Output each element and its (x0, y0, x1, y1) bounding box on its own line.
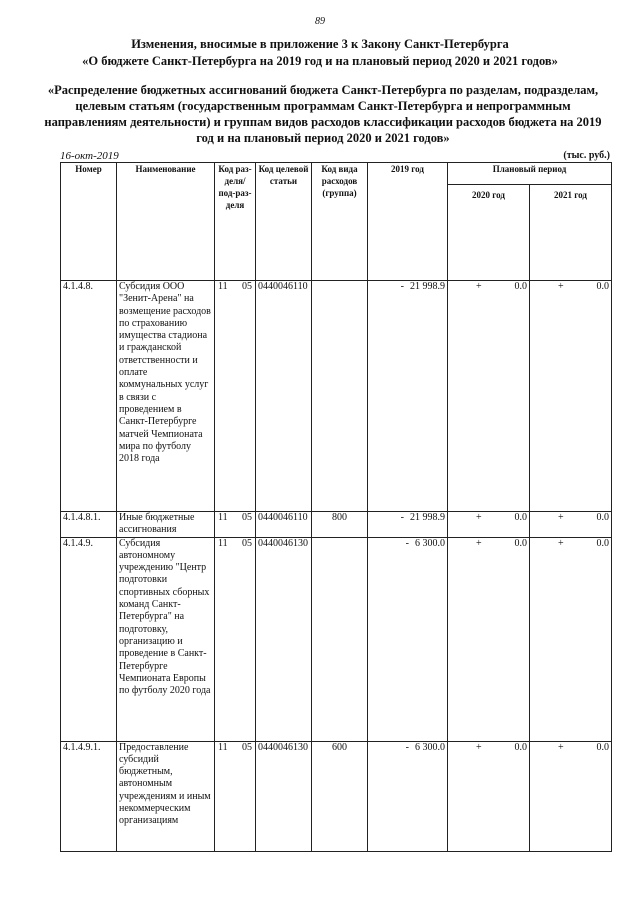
row-subsection: 05 (242, 741, 252, 753)
row-group: 600 (312, 741, 368, 851)
units-label: (тыс. руб.) (563, 150, 610, 161)
row-2020-value: 0.0 (514, 741, 527, 753)
row-2019-sign: - (405, 537, 409, 549)
table-row (61, 537, 612, 741)
document-title (40, 36, 600, 70)
title-line-2: «О бюджете Санкт-Петербурга на 2019 год и на плановый период 2020 и 2021 годов» (82, 54, 558, 68)
row-2021-sign: + (558, 512, 564, 523)
column-header-2020: 2020 год (448, 185, 530, 281)
column-header-2021: 2021 год (530, 185, 612, 281)
row-number: 4.1.4.9. (61, 537, 117, 741)
row-name: Иные бюджетные ассигнования (117, 512, 215, 538)
row-subsection: 05 (242, 512, 252, 523)
row-2020-sign: + (476, 281, 482, 292)
row-2021-value: 0.0 (596, 741, 609, 753)
row-group: 800 (312, 512, 368, 538)
row-target: 0440046130 (256, 741, 312, 851)
row-section: 11 (218, 281, 228, 292)
row-name: Субсидия автономному учреждению "Центр подготовки спортивных сборных команд Санкт-Петербурга" на подготовку, организацию и проведение в Санкт-Петербурге Чемпионата Европы по футболу 2020 года (117, 537, 215, 741)
document-date: 16-окт-2019 (60, 150, 119, 162)
row-subsection: 05 (242, 281, 252, 292)
table-row (61, 512, 612, 538)
column-header-group: Код вида расходов (группа) (312, 163, 368, 281)
row-2019-sign: - (405, 741, 409, 753)
column-header-section: Код раз-деля/ под-раз-деля (215, 163, 256, 281)
budget-table (60, 162, 612, 852)
title-line-1: Изменения, вносимые в приложение 3 к Закону Санкт-Петербурга (131, 37, 509, 51)
column-header-2019: 2019 год (368, 163, 448, 281)
column-header-target: Код целевой статьи (256, 163, 312, 281)
table-row (61, 741, 612, 851)
row-2020-sign: + (476, 537, 482, 549)
row-name: Предоставление субсидий бюджетным, автономным учреждениям и иным некоммерческим организациям (117, 741, 215, 851)
row-2021-value: 0.0 (596, 537, 609, 549)
row-name: Субсидия ООО "Зенит-Арена" на возмещение расходов по страхованию имущества стадиона и гражданской ответственности и оплате коммунальных услуг в связи с проведением в Санкт-Петербурге матчей Чемпионата мира по футболу 2018 года (117, 281, 215, 512)
row-2020-sign: + (476, 741, 482, 753)
row-group (312, 537, 368, 741)
row-2019-value: 21 998.9 (410, 512, 445, 523)
row-number: 4.1.4.9.1. (61, 741, 117, 851)
row-2021-value: 0.0 (596, 281, 609, 292)
row-section: 11 (218, 512, 228, 523)
row-2020-sign: + (476, 512, 482, 523)
row-target: 0440046110 (256, 281, 312, 512)
row-2019-sign: - (400, 512, 404, 523)
row-number: 4.1.4.8. (61, 281, 117, 512)
row-2020-value: 0.0 (514, 281, 527, 292)
row-2021-sign: + (558, 281, 564, 292)
row-2020-value: 0.0 (514, 512, 527, 523)
row-2019-value: 6 300.0 (415, 741, 445, 753)
column-header-planned-period: Плановый период (448, 163, 612, 185)
row-2020-value: 0.0 (514, 537, 527, 549)
page-number: 89 (315, 16, 325, 27)
column-header-name: Наименование (117, 163, 215, 281)
row-subsection: 05 (242, 537, 252, 549)
row-2019-value: 6 300.0 (415, 537, 445, 549)
row-2021-value: 0.0 (596, 512, 609, 523)
row-number: 4.1.4.8.1. (61, 512, 117, 538)
table-row (61, 281, 612, 512)
row-2019-value: 21 998.9 (410, 281, 445, 292)
row-target: 0440046130 (256, 537, 312, 741)
row-section: 11 (218, 741, 228, 753)
column-header-number: Номер (61, 163, 117, 281)
row-2021-sign: + (558, 537, 564, 549)
row-target: 0440046110 (256, 512, 312, 538)
row-2021-sign: + (558, 741, 564, 753)
row-section: 11 (218, 537, 228, 549)
row-2019-sign: - (400, 281, 404, 292)
appendix-subtitle: «Распределение бюджетных ассигнований бюджета Санкт-Петербурга по разделам, подразделам, целевым статьям (государственным программам Санкт-Петербурга и непрограммным направлениям деятельности) и группам видов расходов классификации расходов бюджета на 2019 год и на плановый период 2020 и 2021 годов» (44, 83, 602, 145)
row-group (312, 281, 368, 512)
